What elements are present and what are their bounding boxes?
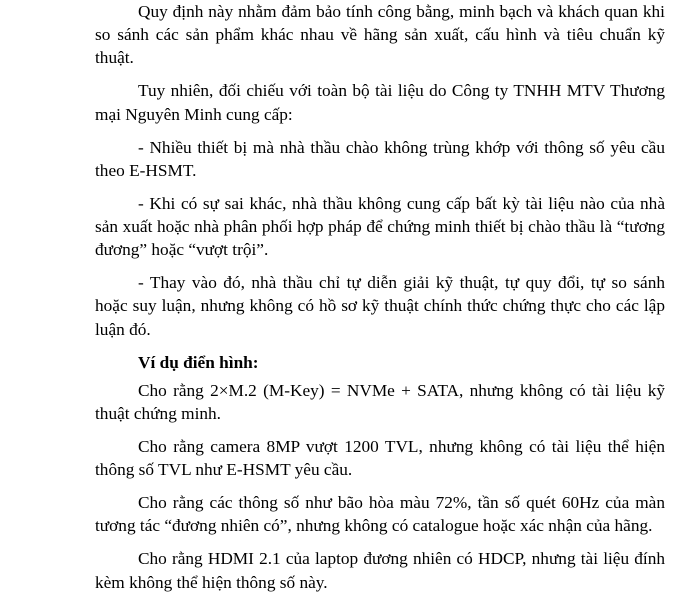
paragraph-bullet-mismatch: - Nhiều thiết bị mà nhà thầu chào không trùng khớp với thông số yêu cầu theo E-HSMT.	[95, 137, 665, 180]
paragraph-purpose: Quy định này nhằm đảm bảo tính công bằng, minh bạch và khách quan khi so sánh các sản phẩm khác nhau về hãng sản xuất, cấu hình và tiêu chuẩn kỹ thuật.	[95, 2, 665, 68]
paragraph-bullet-no-documents: - Khi có sự sai khác, nhà thầu không cung cấp bất kỳ tài liệu nào của nhà sản xuất hoặc nhà phân phối hợp pháp để chứng minh thiết bị chào thầu là “tương đương” hoặc “vượt trội”.	[95, 193, 665, 260]
paragraph-bullet-self-interpretation: - Thay vào đó, nhà thầu chỉ tự diễn giải kỹ thuật, tự quy đổi, tự so sánh hoặc suy luận, nhưng không có hồ sơ kỹ thuật chính thức chứng thực cho các lập luận đó.	[95, 273, 665, 339]
document-page	[95, 0, 665, 604]
paragraph-example-display: Cho rằng các thông số như bão hòa màu 72%, tần số quét 60Hz của màn tương tác “đương nhiên có”, nhưng không có catalogue hoặc xác nhận của hãng.	[95, 493, 665, 536]
paragraph-example-m2: Cho rằng 2×M.2 (M-Key) = NVMe + SATA, nhưng không có tài liệu kỹ thuật chứng minh.	[95, 380, 665, 424]
paragraph-example-hdmi: Cho rằng HDMI 2.1 của laptop đương nhiên có HDCP, nhưng tài liệu đính kèm không thể hiện thông số này.	[95, 549, 665, 592]
paragraph-example-camera: Cho rằng camera 8MP vượt 1200 TVL, nhưng không có tài liệu thể hiện thông số TVL như E-HSMT yêu cầu.	[95, 437, 665, 480]
section-heading-examples: Ví dụ điển hình:	[138, 352, 259, 372]
paragraph-however: Tuy nhiên, đối chiếu với toàn bộ tài liệu do Công ty TNHH MTV Thương mại Nguyên Minh cung cấp:	[95, 81, 665, 124]
